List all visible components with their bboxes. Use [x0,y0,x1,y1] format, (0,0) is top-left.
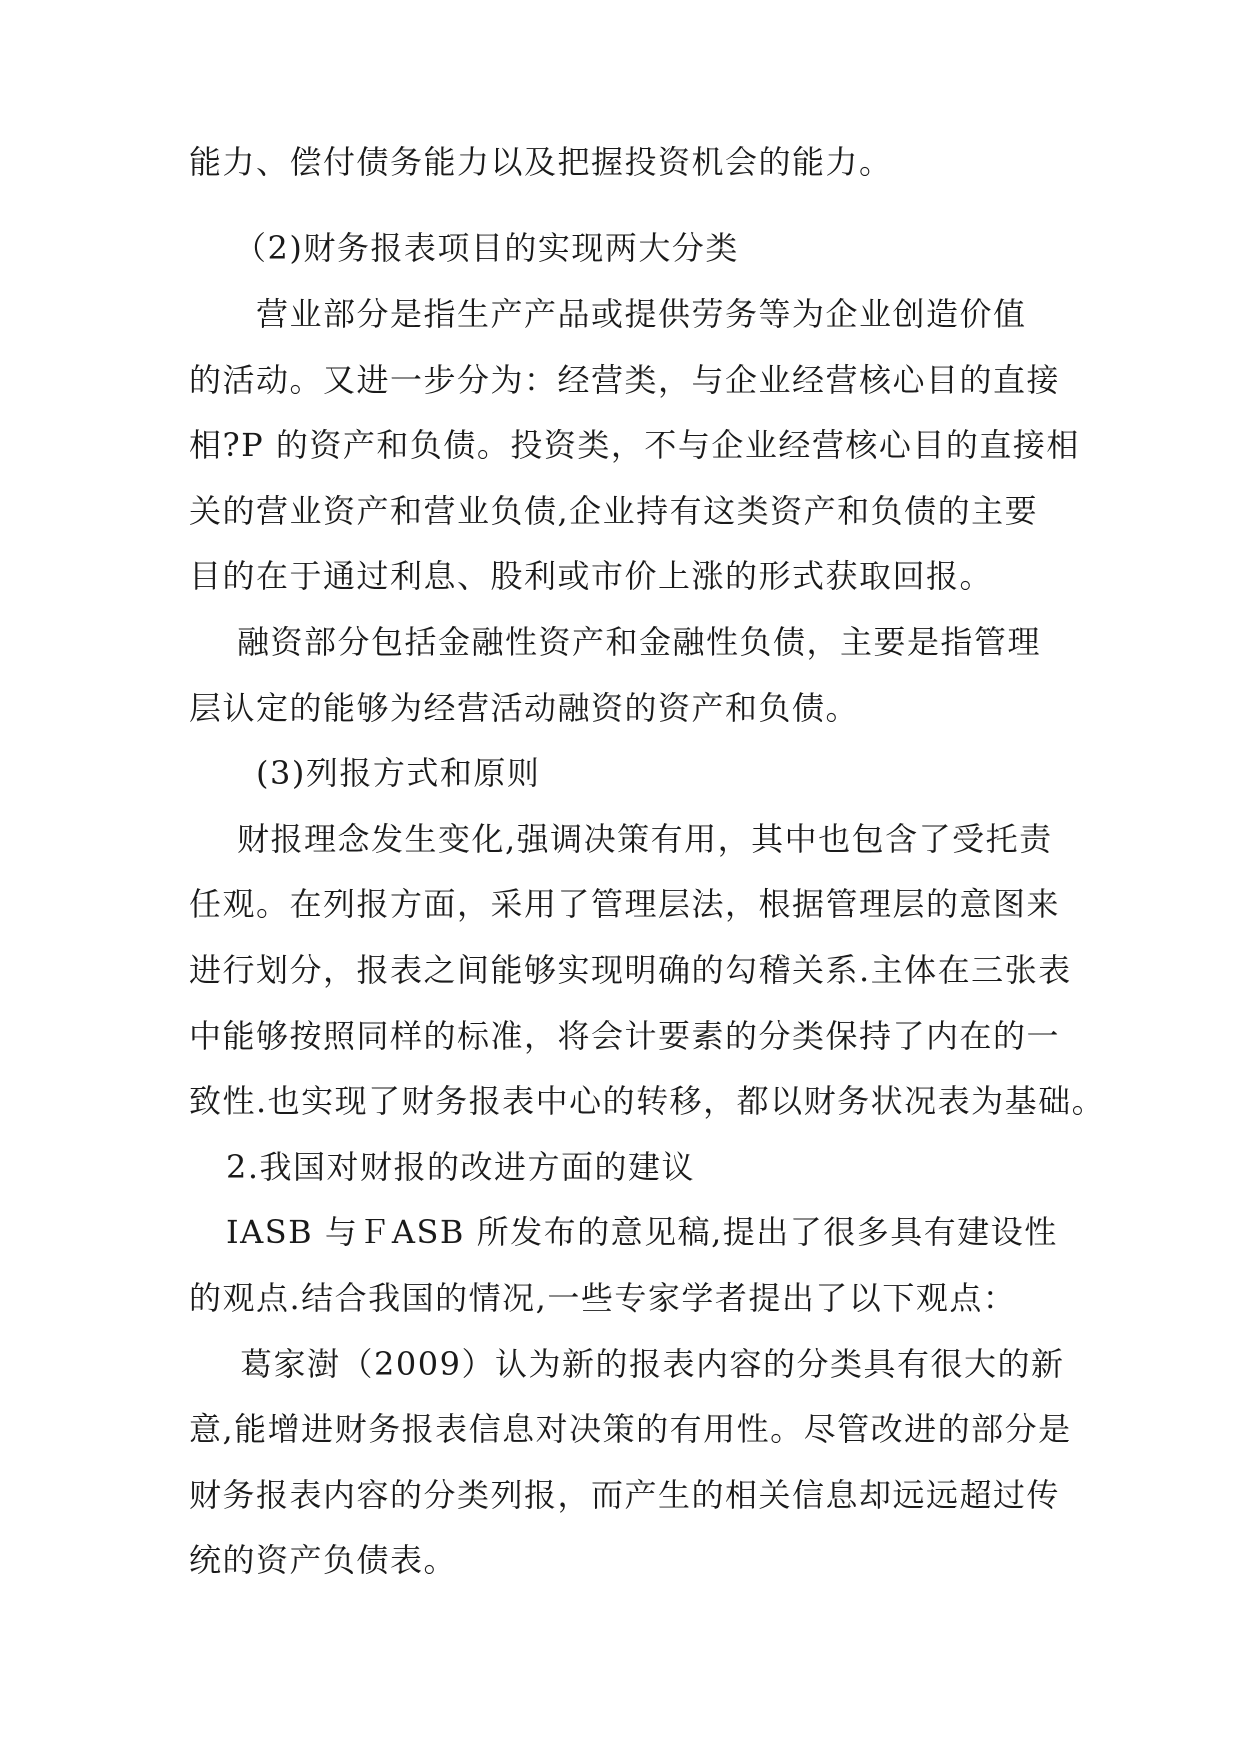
text-line: 意,能增进财务报表信息对决策的有用性。尽管改进的部分是 [189,1410,1072,1448]
text-line: 2.我国对财报的改进方面的建议 [226,1148,696,1186]
text-line: 目的在于通过利息、股利或市价上涨的形式获取回报。 [189,557,994,595]
text-line: 的活动。又进一步分为：经营类，与企业经营核心目的直接 [189,361,1061,399]
text-line: 相?P 的资产和负债。投资类，不与企业经营核心目的直接相 [189,426,1080,464]
text-line: 的观点.结合我国的情况,一些专家学者提出了以下观点： [189,1279,1017,1317]
text-line: 统的资产负债表。 [189,1541,458,1579]
text-line: 葛家澍（2009）认为新的报表内容的分类具有很大的新 [240,1345,1065,1383]
text-line: （2)财务报表项目的实现两大分类 [234,229,739,267]
text-line: 任观。在列报方面，采用了管理层法，根据管理层的意图来 [189,885,1061,923]
text-line: 关的营业资产和营业负债,企业持有这类资产和负债的主要 [189,492,1039,530]
text-line: 进行划分，报表之间能够实现明确的勾稽关系.主体在三张表 [189,951,1072,989]
text-line: 中能够按照同样的标准，将会计要素的分类保持了内在的一 [189,1017,1061,1055]
text-line: 财报理念发生变化,强调决策有用，其中也包含了受托责 [237,820,1053,858]
text-line: 融资部分包括金融性资产和金融性负债，主要是指管理 [237,623,1042,661]
text-line: IASB 与ＦASB 所发布的意见稿,提出了很多具有建设性 [226,1213,1058,1251]
text-line: 致性.也实现了财务报表中心的转移，都以财务状况表为基础。 [189,1082,1106,1120]
text-line: 层认定的能够为经营活动融资的资产和负债。 [189,689,860,727]
text-line: (3)列报方式和原则 [256,754,541,792]
text-line: 能力、偿付债务能力以及把握投资机会的能力。 [189,143,893,181]
text-line: 营业部分是指生产产品或提供劳务等为企业创造价值 [256,295,1027,333]
text-line: 财务报表内容的分类列报，而产生的相关信息却远远超过传 [189,1476,1061,1514]
